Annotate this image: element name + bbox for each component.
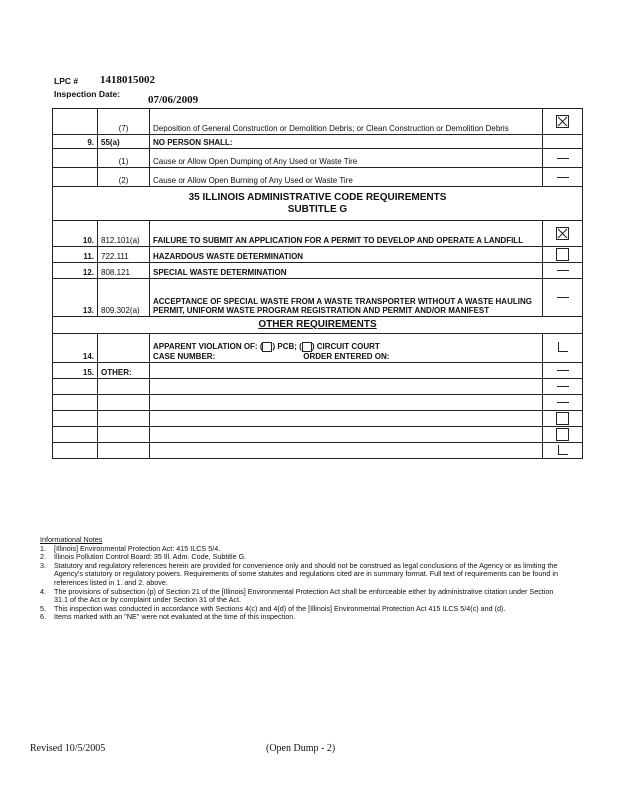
- row-section: 812.101(a): [98, 221, 150, 247]
- checkbox-icon[interactable]: [556, 412, 569, 425]
- dash-mark-icon: [557, 177, 569, 178]
- checkbox-icon[interactable]: [556, 428, 569, 441]
- row-text: HAZARDOUS WASTE DETERMINATION: [150, 247, 543, 263]
- row-number: 12.: [53, 263, 98, 279]
- revised-date: Revised 10/5/2005: [30, 743, 106, 754]
- row-text: Cause or Allow Open Burning of Any Used or Waste Tire: [150, 168, 543, 187]
- inspection-date-label: Inspection Date:: [54, 89, 121, 99]
- row-text: NO PERSON SHALL:: [150, 135, 543, 149]
- informational-notes: [40, 536, 560, 622]
- corner-mark-icon: [558, 342, 568, 352]
- section-title: 35 ILLINOIS ADMINISTRATIVE CODE REQUIREMENTS: [188, 191, 447, 203]
- blank-row: [53, 395, 583, 411]
- dash-mark-icon: [557, 158, 569, 159]
- table-row: [53, 149, 583, 168]
- violations-table: [52, 108, 583, 459]
- list-item: 5. This inspection was conducted in accordance with Sections 4(c) and 4(d) of the [Illinois] Environmental Protection Act 415 ILCS 5/4(c) and (d).: [40, 603, 506, 613]
- section-title-row: [53, 317, 583, 334]
- row-section: OTHER:: [98, 363, 150, 379]
- row-sub: (1): [98, 149, 150, 168]
- dash-mark-icon: [557, 297, 569, 298]
- list-item: 4. The provisions of subsection (p) of Section 21 of the [Illinois] Environmental Protection Act shall be enforceable either by administrative citation under Section 31.1 of the Act or by complaint under Section 31 of the Act.: [40, 586, 554, 605]
- row-text: Deposition of General Construction or Demolition Debris; or Clean Construction or Demolition Debris: [150, 109, 543, 135]
- table-row: [53, 334, 583, 363]
- row-section: 809.302(a): [98, 279, 150, 317]
- section-title-row: [53, 187, 583, 221]
- circuit-court-checkbox[interactable]: [302, 342, 312, 352]
- dash-mark-icon: [557, 370, 569, 371]
- table-row: [53, 168, 583, 187]
- blank-row: [53, 411, 583, 427]
- list-item: 6. Items marked with an "NE" were not evaluated at the time of this inspection.: [40, 612, 296, 622]
- violation-line: APPARENT VIOLATION OF: ( ) PCB; ( ) CIRCUIT COURT: [153, 342, 380, 352]
- row-sub: (7): [98, 109, 150, 135]
- list-item: 1. [Illinois] Environmental Protection Act: 415 ILCS 5/4.: [40, 543, 221, 553]
- case-line: [153, 352, 539, 361]
- row-number: 14.: [53, 334, 98, 363]
- checked-box-icon[interactable]: [556, 115, 569, 128]
- checkbox-icon[interactable]: [556, 248, 569, 261]
- row-text: SPECIAL WASTE DETERMINATION: [150, 263, 543, 279]
- row-section: 722.111: [98, 247, 150, 263]
- row-text: ACCEPTANCE OF SPECIAL WASTE FROM A WASTE TRANSPORTER WITHOUT A WASTE HAULING PERMIT, UNIFORM WASTE PROGRAM REGISTRATION AND PERMIT AND/OR MANIFEST: [150, 279, 543, 317]
- order-entered-label: ORDER ENTERED ON:: [303, 352, 390, 361]
- row-section: 55(a): [98, 135, 150, 149]
- row-text: FAILURE TO SUBMIT AN APPLICATION FOR A PERMIT TO DEVELOP AND OPERATE A LANDFILL: [150, 221, 543, 247]
- table-row: [53, 221, 583, 247]
- row-number: 13.: [53, 279, 98, 317]
- table-row: [53, 109, 583, 135]
- list-item: 2. Illinois Pollution Control Board: 35 Ill. Adm. Code, Subtitle G.: [40, 552, 247, 562]
- dash-mark-icon: [557, 402, 569, 403]
- table-row: [53, 135, 583, 149]
- row-number: 9.: [53, 135, 98, 149]
- row-number: 10.: [53, 221, 98, 247]
- table-row: [53, 247, 583, 263]
- lpc-label: LPC #: [54, 76, 79, 86]
- notes-title: Informational Notes: [40, 535, 103, 544]
- corner-mark-icon: [558, 445, 568, 455]
- blank-row: [53, 379, 583, 395]
- section-subtitle: SUBTITLE G: [287, 203, 348, 215]
- pcb-checkbox[interactable]: [262, 342, 272, 352]
- page-label: (Open Dump - 2): [266, 743, 336, 754]
- dash-mark-icon: [557, 386, 569, 387]
- list-item: 3. Statutory and regulatory references herein are provided for convenience only and should not be construed as legal conclusions of the Agency or as limiting the Agency's statutory or regulatory powers. Requirements of some statutes and regulations cited are in summary format. Full text of requirements can be found in references listed in 1. and 2. above.: [40, 560, 558, 587]
- dash-mark-icon: [557, 270, 569, 271]
- lpc-number: 1418015002: [100, 74, 155, 86]
- inspection-date: 07/06/2009: [148, 94, 199, 106]
- blank-row: [53, 443, 583, 459]
- other-requirements-title: OTHER REQUIREMENTS: [53, 317, 583, 334]
- table-row: [53, 279, 583, 317]
- row-text: Cause or Allow Open Dumping of Any Used or Waste Tire: [150, 149, 543, 168]
- row-number: 11.: [53, 247, 98, 263]
- case-number-label: CASE NUMBER:: [153, 352, 216, 361]
- row-number: 15.: [53, 363, 98, 379]
- row-section: 808.121: [98, 263, 150, 279]
- checked-box-icon[interactable]: [556, 227, 569, 240]
- row-sub: (2): [98, 168, 150, 187]
- blank-row: [53, 427, 583, 443]
- table-row: [53, 363, 583, 379]
- table-row: [53, 263, 583, 279]
